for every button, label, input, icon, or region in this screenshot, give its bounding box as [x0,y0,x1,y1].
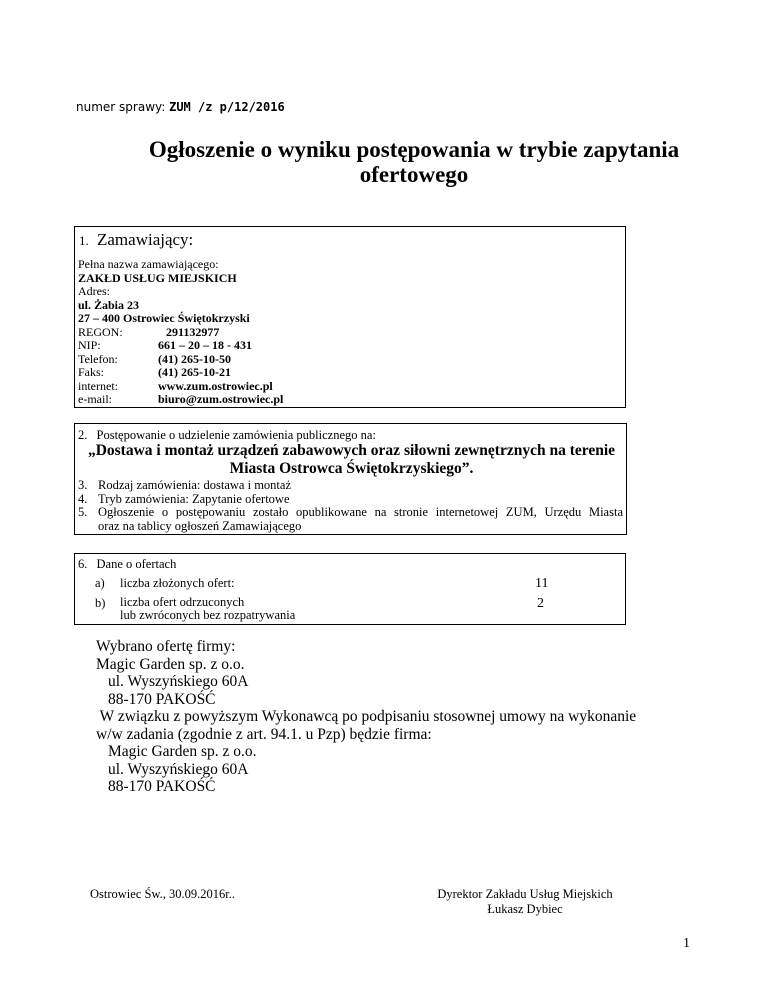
title-line2: ofertowego [359,162,469,187]
chosen-offer-label: Wybrano ofertę firmy: [96,638,236,655]
field-nip [78,339,283,353]
field-key: internet: [78,378,118,393]
row-label-line2: lub zwróconych bez rozpatrywania [120,608,296,622]
field-value: (41) 265-10-21 [158,365,231,379]
offers-row-b-value: 2 [537,596,544,611]
list-item [78,493,623,507]
field-value: 661 – 20 – 18 - 431 [158,338,252,352]
row-label-line1: liczba ofert odrzuconych [120,595,245,609]
section1-details [78,258,283,407]
field-regon [78,326,283,340]
place-date: Ostrowiec Św., 30.09.2016r.. [90,887,236,901]
contractor-line2: w/w zadania (zgodnie z art. 94.1. u Pzp) będzie firma: [96,725,432,743]
list-item [78,479,623,493]
section2-heading [78,428,376,443]
item-number: 4. [78,491,88,506]
section2-number: 2. [78,428,88,442]
signature-block [420,887,630,917]
section6-title: Dane o ofertach [96,557,177,571]
subject-line2: Miasta Ostrowca Świętokrzyskiego”. [229,459,474,477]
item-text: Rodzaj zamówienia: dostawa i montaż [98,478,291,492]
item-number: 3. [78,478,88,492]
field-key: Faks: [78,365,105,379]
section1-heading [79,230,193,250]
section-contracting-authority [74,226,626,408]
item-number: 5. [78,505,88,519]
result-section [96,638,636,796]
section1-number: 1. [79,233,89,248]
case-number-label: numer sprawy: [76,100,166,114]
procedure-items [78,479,623,533]
section-procedure [74,423,627,535]
section1-title: Zamawiający: [97,230,194,249]
list-item [78,506,623,520]
item-text: Ogłoszenie o postępowaniu zostało opublikowane na stronie internetowej ZUM, Urzędu Miasta [98,505,623,519]
page-number: 1 [683,936,690,951]
address-street: ul. Żabia 23 [78,297,140,312]
case-number-value: ZUM /z p/12/2016 [169,100,285,114]
field-key: REGON: [78,324,123,339]
full-name-label: Pełna nazwa zamawiającego: [78,257,219,271]
offers-row-a-label: liczba złożonych ofert: [120,576,235,590]
field-value: www.zum.ostrowiec.pl [158,378,273,393]
offers-row-b-label [120,596,295,622]
page-title [60,137,768,187]
field-value: (41) 265-10-50 [158,351,231,366]
offers-row-a [95,576,105,591]
full-name: ZAKŁD USŁUG MIEJSKICH [78,270,237,285]
field-email [78,393,283,407]
row-letter: a) [95,576,105,590]
offers-row-a-value: 11 [535,576,549,591]
signer-title: Dyrektor Zakładu Usług Miejskich [437,887,613,901]
field-value: 291132977 [166,324,220,339]
address-label: Adres: [78,284,110,298]
section6-heading [78,557,176,572]
company2-street: ul. Wyszyńskiego 60A [108,760,249,778]
contractor-line1: W związku z powyższym Wykonawcą po podpisaniu stosownej umowy na wykonanie [96,708,637,725]
procedure-subject [75,442,628,477]
company2-name: Magic Garden sp. z o.o. [108,743,257,760]
field-key: e-mail: [78,392,112,406]
section2-label: Postępowanie o udzielenie zamówienia publicznego na: [96,428,376,442]
signer-name: Łukasz Dybiec [487,902,563,916]
offers-row-b [95,596,105,611]
company2-city: 88-170 PAKOŚĆ [108,778,216,795]
field-website [78,380,283,394]
field-value: biuro@zum.ostrowiec.pl [158,392,284,406]
company-street: ul. Wyszyńskiego 60A [108,673,249,690]
case-number [76,100,285,114]
section6-number: 6. [78,557,88,571]
company-city: 88-170 PAKOŚĆ [108,690,216,708]
item-text-continued: oraz na tablicy ogłoszeń Zamawiającego [98,518,302,533]
field-phone [78,353,283,367]
field-key: Telefon: [78,351,118,366]
address-city: 27 – 400 Ostrowiec Świętokrzyski [78,311,250,325]
row-letter: b) [95,596,106,610]
field-fax [78,366,283,380]
field-key: NIP: [78,338,101,352]
title-line1: Ogłoszenie o wyniku postępowania w trybie zapytania [148,137,680,162]
item-text: Tryb zamówienia: Zapytanie ofertowe [98,491,290,506]
subject-line1: „Dostawa i montaż urządzeń zabawowych oraz siłowni zewnętrznych na terenie [87,442,616,459]
section-offers-data [74,553,626,625]
company-name: Magic Garden sp. z o.o. [96,655,245,673]
